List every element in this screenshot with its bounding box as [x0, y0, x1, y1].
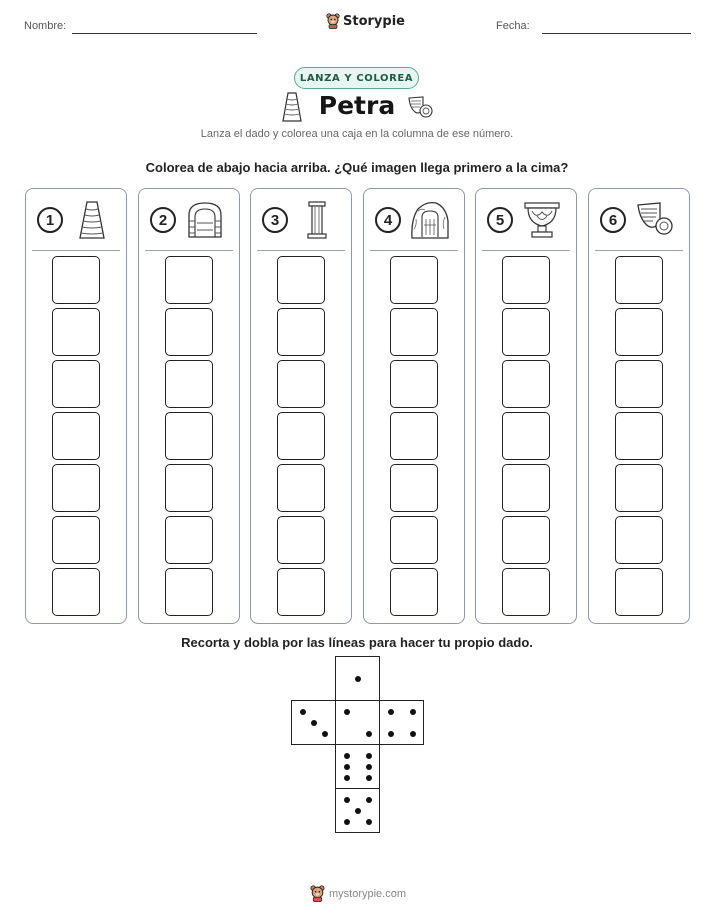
color-box[interactable]	[615, 360, 663, 408]
color-box[interactable]	[165, 256, 213, 304]
urn-capital-icon	[520, 199, 564, 241]
fallen-capital-icon	[406, 94, 434, 120]
column-divider	[595, 250, 683, 251]
color-box[interactable]	[615, 568, 663, 616]
color-box[interactable]	[390, 516, 438, 564]
column-divider	[370, 250, 458, 251]
die-pip	[366, 775, 372, 781]
column-1	[25, 188, 127, 624]
footer-url[interactable]: mystorypie.com	[329, 887, 407, 900]
color-box[interactable]	[52, 516, 100, 564]
color-box[interactable]	[165, 412, 213, 460]
date-line	[542, 33, 691, 34]
die-pip	[355, 676, 361, 682]
die-pip	[366, 819, 372, 825]
obelisk-icon	[70, 199, 114, 241]
name-line	[72, 33, 257, 34]
column-number: 6	[600, 207, 626, 233]
name-label: Nombre:	[24, 20, 67, 32]
instruction-text: Colorea de abajo hacia arriba. ¿Qué imagen llega primero a la cima?	[145, 160, 569, 175]
die-face-3	[291, 700, 336, 745]
color-box[interactable]	[165, 360, 213, 408]
die-pip	[344, 764, 350, 770]
die-pip	[300, 709, 306, 715]
color-box[interactable]	[52, 464, 100, 512]
color-box[interactable]	[165, 308, 213, 356]
column-pillar-icon	[295, 199, 339, 241]
color-box[interactable]	[615, 412, 663, 460]
color-box[interactable]	[277, 308, 325, 356]
die-pip	[311, 720, 317, 726]
color-box[interactable]	[52, 360, 100, 408]
fallen-capital-icon	[633, 199, 677, 241]
column-3	[250, 188, 352, 624]
die-pip	[355, 808, 361, 814]
color-box[interactable]	[502, 412, 550, 460]
column-divider	[257, 250, 345, 251]
die-pip	[410, 709, 416, 715]
die-pip	[344, 753, 350, 759]
column-number: 2	[150, 207, 176, 233]
die-face-2	[335, 700, 380, 745]
rock-tomb-icon	[408, 199, 452, 241]
color-box[interactable]	[277, 516, 325, 564]
die-face-5	[335, 788, 380, 833]
color-box[interactable]	[52, 308, 100, 356]
die-pip	[344, 775, 350, 781]
color-box[interactable]	[52, 568, 100, 616]
die-pip	[410, 731, 416, 737]
brand-name: Storypie	[343, 13, 405, 29]
color-box[interactable]	[390, 464, 438, 512]
brand-logo	[326, 13, 405, 29]
color-box[interactable]	[277, 568, 325, 616]
die-pip	[388, 709, 394, 715]
die-pip	[388, 731, 394, 737]
color-box[interactable]	[615, 464, 663, 512]
color-box[interactable]	[277, 256, 325, 304]
color-box[interactable]	[615, 256, 663, 304]
page-title: Petra	[318, 91, 396, 120]
die-face-4	[379, 700, 424, 745]
color-box[interactable]	[165, 568, 213, 616]
color-box[interactable]	[390, 308, 438, 356]
die-face-6	[335, 744, 380, 789]
color-box[interactable]	[502, 308, 550, 356]
arch-window-icon	[183, 199, 227, 241]
color-box[interactable]	[502, 360, 550, 408]
color-box[interactable]	[502, 464, 550, 512]
die-pip	[366, 764, 372, 770]
column-5	[475, 188, 577, 624]
color-box[interactable]	[277, 412, 325, 460]
color-box[interactable]	[390, 256, 438, 304]
activity-badge: LANZA Y COLOREA	[294, 67, 419, 89]
die-pip	[366, 731, 372, 737]
color-box[interactable]	[615, 308, 663, 356]
die-pip	[322, 731, 328, 737]
die-pip	[344, 709, 350, 715]
color-box[interactable]	[165, 516, 213, 564]
column-4	[363, 188, 465, 624]
color-box[interactable]	[52, 412, 100, 460]
color-box[interactable]	[277, 464, 325, 512]
color-box[interactable]	[165, 464, 213, 512]
column-number: 5	[487, 207, 513, 233]
column-2	[138, 188, 240, 624]
color-box[interactable]	[502, 516, 550, 564]
die-pip	[344, 797, 350, 803]
color-box[interactable]	[52, 256, 100, 304]
die-pip	[366, 797, 372, 803]
date-label: Fecha:	[496, 20, 530, 32]
bear-logo-icon	[326, 13, 340, 29]
cut-instruction: Recorta y dobla por las líneas para hacer tu propio dado.	[181, 635, 533, 650]
die-pip	[344, 819, 350, 825]
color-box[interactable]	[390, 360, 438, 408]
color-box[interactable]	[277, 360, 325, 408]
column-number: 3	[262, 207, 288, 233]
color-box[interactable]	[502, 256, 550, 304]
die-pip	[366, 753, 372, 759]
column-divider	[32, 250, 120, 251]
bear-logo-icon	[310, 885, 325, 902]
color-box[interactable]	[615, 516, 663, 564]
color-box[interactable]	[502, 568, 550, 616]
subtitle: Lanza el dado y colorea una caja en la columna de ese número.	[200, 128, 514, 140]
color-box[interactable]	[390, 568, 438, 616]
color-box[interactable]	[390, 412, 438, 460]
column-divider	[145, 250, 233, 251]
column-6	[588, 188, 690, 624]
column-number: 1	[37, 207, 63, 233]
column-divider	[482, 250, 570, 251]
die-face-1	[335, 656, 380, 701]
column-number: 4	[375, 207, 401, 233]
footer	[310, 885, 406, 902]
